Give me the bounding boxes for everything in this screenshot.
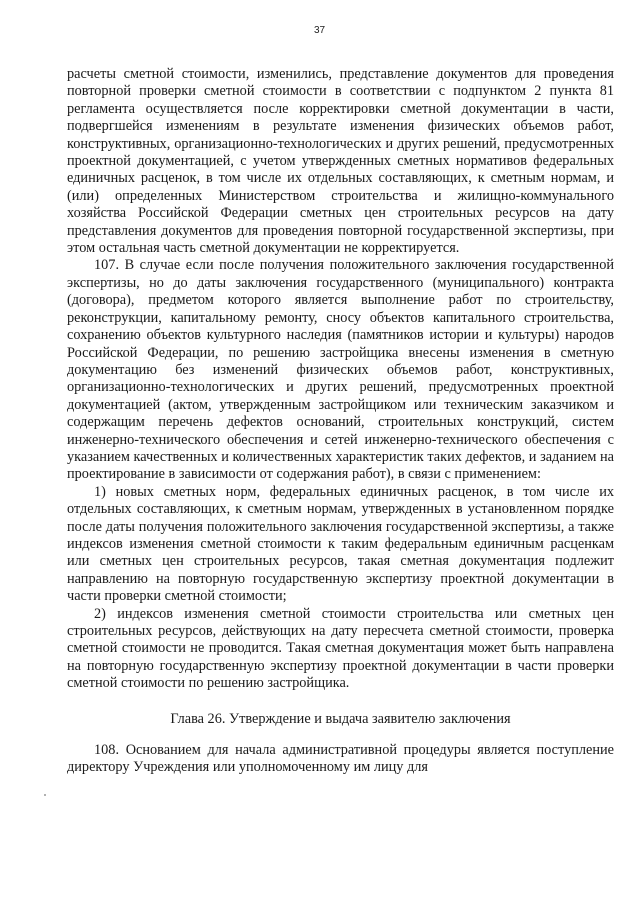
paragraph-107-item-2: 2) индексов изменения сметной стоимости строительства или сметных цен строительных ресурсов, действующих на дату пересчета сметной стоимости, проверка сметной стоимости не проводится. Такая сметная документация может быть направлена на повторную государственную экспертизу проектной документации в части проверки сметной стоимости по решению застройщика.	[67, 605, 614, 692]
paragraph-106-continuation: расчеты сметной стоимости, изменились, представление документов для проведения повторной проверки сметной стоимости в соответствии с подпунктом 2 пункта 81 регламента осуществляется после корректировки сметной документации в части, подвергшейся изменениям в результате изменения физических объемов работ, конструктивных, организационно-технологических и других решений, предусмотренных проектной документацией, с учетом утвержденных сметных нормативов федеральных единичных расценок, в том числе их отдельных составляющих, к сметным нормам, и (или) определенных Министерством строительства и жилищно-коммунального хозяйства Российской Федерации сметных цен строительных ресурсов на дату представления документов для проведения повторной государственной экспертизы, при этом остальная часть сметной документации не корректируется.	[67, 66, 614, 257]
paragraph-107-item-1: 1) новых сметных норм, федеральных единичных расценок, в том числе их отдельных составляющих, к сметным нормам, утвержденных в установленном порядке после даты получения положительного заключения государственной экспертизы, а также индексов изменения сметной стоимости к таким федеральным единичным расценкам или сметных цен строительных ресурсов, такая сметная документация подлежит направлению на повторную государственную экспертизу проектной документации в части проверки сметной стоимости;	[67, 483, 614, 605]
paragraph-107: 107. В случае если после получения положительного заключения государственной экспертизы, но до даты заключения государственного (муниципального) контракта (договора), предметом которого является выполнение работ по строительству, реконструкции, капитальному ремонту, сносу объектов капитального строительства, сохранению объектов культурного наследия (памятников истории и культуры) народов Российской Федерации, по решению застройщика внесены изменения в сметную документацию без изменений физических объемов работ, конструктивных, организационно-технологических и других решений, предусмотренных проектной документацией (актом, утвержденным застройщиком или техническим заказчиком и содержащим перечень дефектов оснований, строительных конструкций, систем инженерно-технического обеспечения и сетей инженерно-технического обеспечения с указанием качественных и количественных характеристик таких дефектов, и заданием на проектирование в зависимости от содержания работ), в связи с применением:	[67, 257, 614, 483]
document-body	[67, 66, 614, 777]
scan-speck	[44, 794, 46, 796]
chapter-heading: Глава 26. Утверждение и выдача заявителю заключения	[170, 710, 511, 727]
paragraph-108: 108. Основанием для начала административной процедуры является поступление директору Учреждения или уполномоченному им лицу для	[67, 742, 614, 776]
page-number: 37	[313, 25, 326, 36]
